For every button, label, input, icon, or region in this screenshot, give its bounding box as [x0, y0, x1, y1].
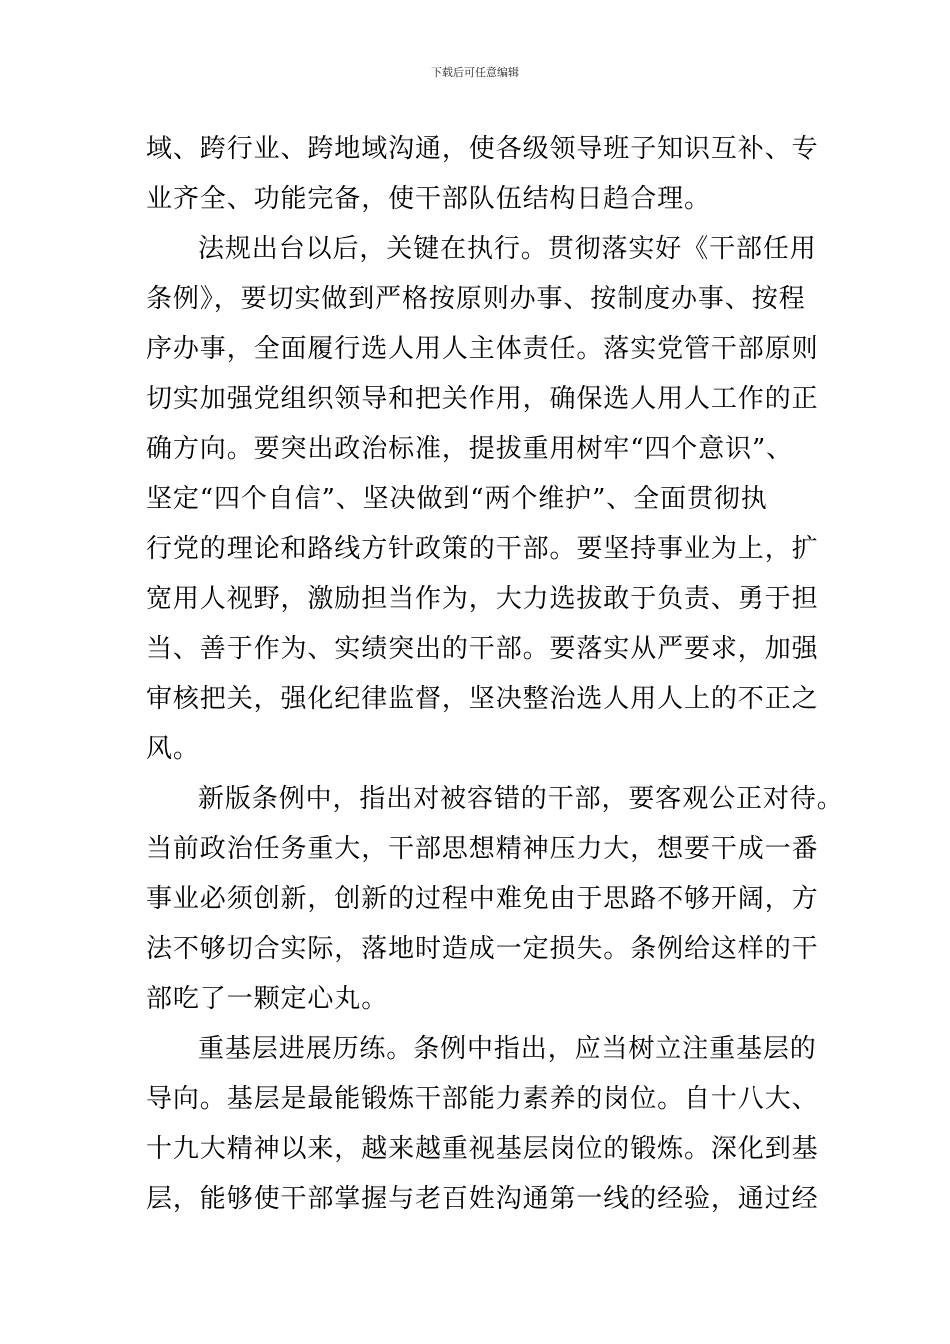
text-line: 重基层进展历练。条例中指出，应当树立注重基层的	[198, 1034, 817, 1064]
document-body	[146, 124, 844, 1224]
text-line: 层，能够使干部掌握与老百姓沟通第一线的经验，通过经	[146, 1184, 819, 1214]
text-line: 当、善于作为、实绩突出的干部。要落实从严要求，加强	[146, 634, 819, 664]
text-line: 新版条例中，指出对被容错的干部，要客观公正对待。	[198, 784, 844, 814]
paragraph-1	[146, 124, 819, 224]
text-line: 部吃了一颗定心丸。	[146, 984, 389, 1014]
text-line: 事业必须创新，创新的过程中难免由于思路不够开阔，方	[146, 884, 819, 914]
page-header: 下载后可任意编辑	[431, 66, 519, 79]
text-line: 法不够切合实际，落地时造成一定损失。条例给这样的干	[146, 934, 819, 964]
text-line: 风。	[146, 734, 200, 764]
text-line: 条例》，要切实做到严格按原则办事、按制度办事、按程	[146, 284, 806, 314]
text-line: 切实加强党组织领导和把关作用，确保选人用人工作的正	[146, 384, 819, 414]
text-line: 当前政治任务重大，干部思想精神压力大，想要干成一番	[146, 834, 819, 864]
paragraph-2	[146, 224, 819, 774]
text-line: 审核把关，强化纪律监督，坚决整治选人用人上的不正之	[146, 684, 819, 714]
text-line: 序办事，全面履行选人用人主体责任。落实党管干部原则	[146, 334, 819, 364]
text-line: 域、跨行业、跨地域沟通，使各级领导班子知识互补、专	[146, 134, 819, 164]
text-line: 导向。基层是最能锻炼干部能力素养的岗位。自十八大、	[146, 1084, 819, 1114]
text-line: 确方向。要突出政治标准，提拔重用树牢“四个意识”、	[146, 434, 794, 464]
text-line: 十九大精神以来，越来越重视基层岗位的锻炼。深化到基	[146, 1134, 819, 1164]
text-line: 行党的理论和路线方针政策的干部。要坚持事业为上，扩	[146, 534, 819, 564]
text-line: 坚定“四个自信”、坚决做到“两个维护”、全面贯彻执	[146, 484, 768, 514]
paragraph-4	[146, 1024, 819, 1224]
text-line: 宽用人视野，激励担当作为，大力选拔敢于负责、勇于担	[146, 584, 819, 614]
text-line: 业齐全、功能完备，使干部队伍结构日趋合理。	[146, 184, 711, 214]
paragraph-3	[146, 774, 844, 1024]
text-line: 法规出台以后，关键在执行。贯彻落实好《干部任用	[198, 234, 817, 264]
